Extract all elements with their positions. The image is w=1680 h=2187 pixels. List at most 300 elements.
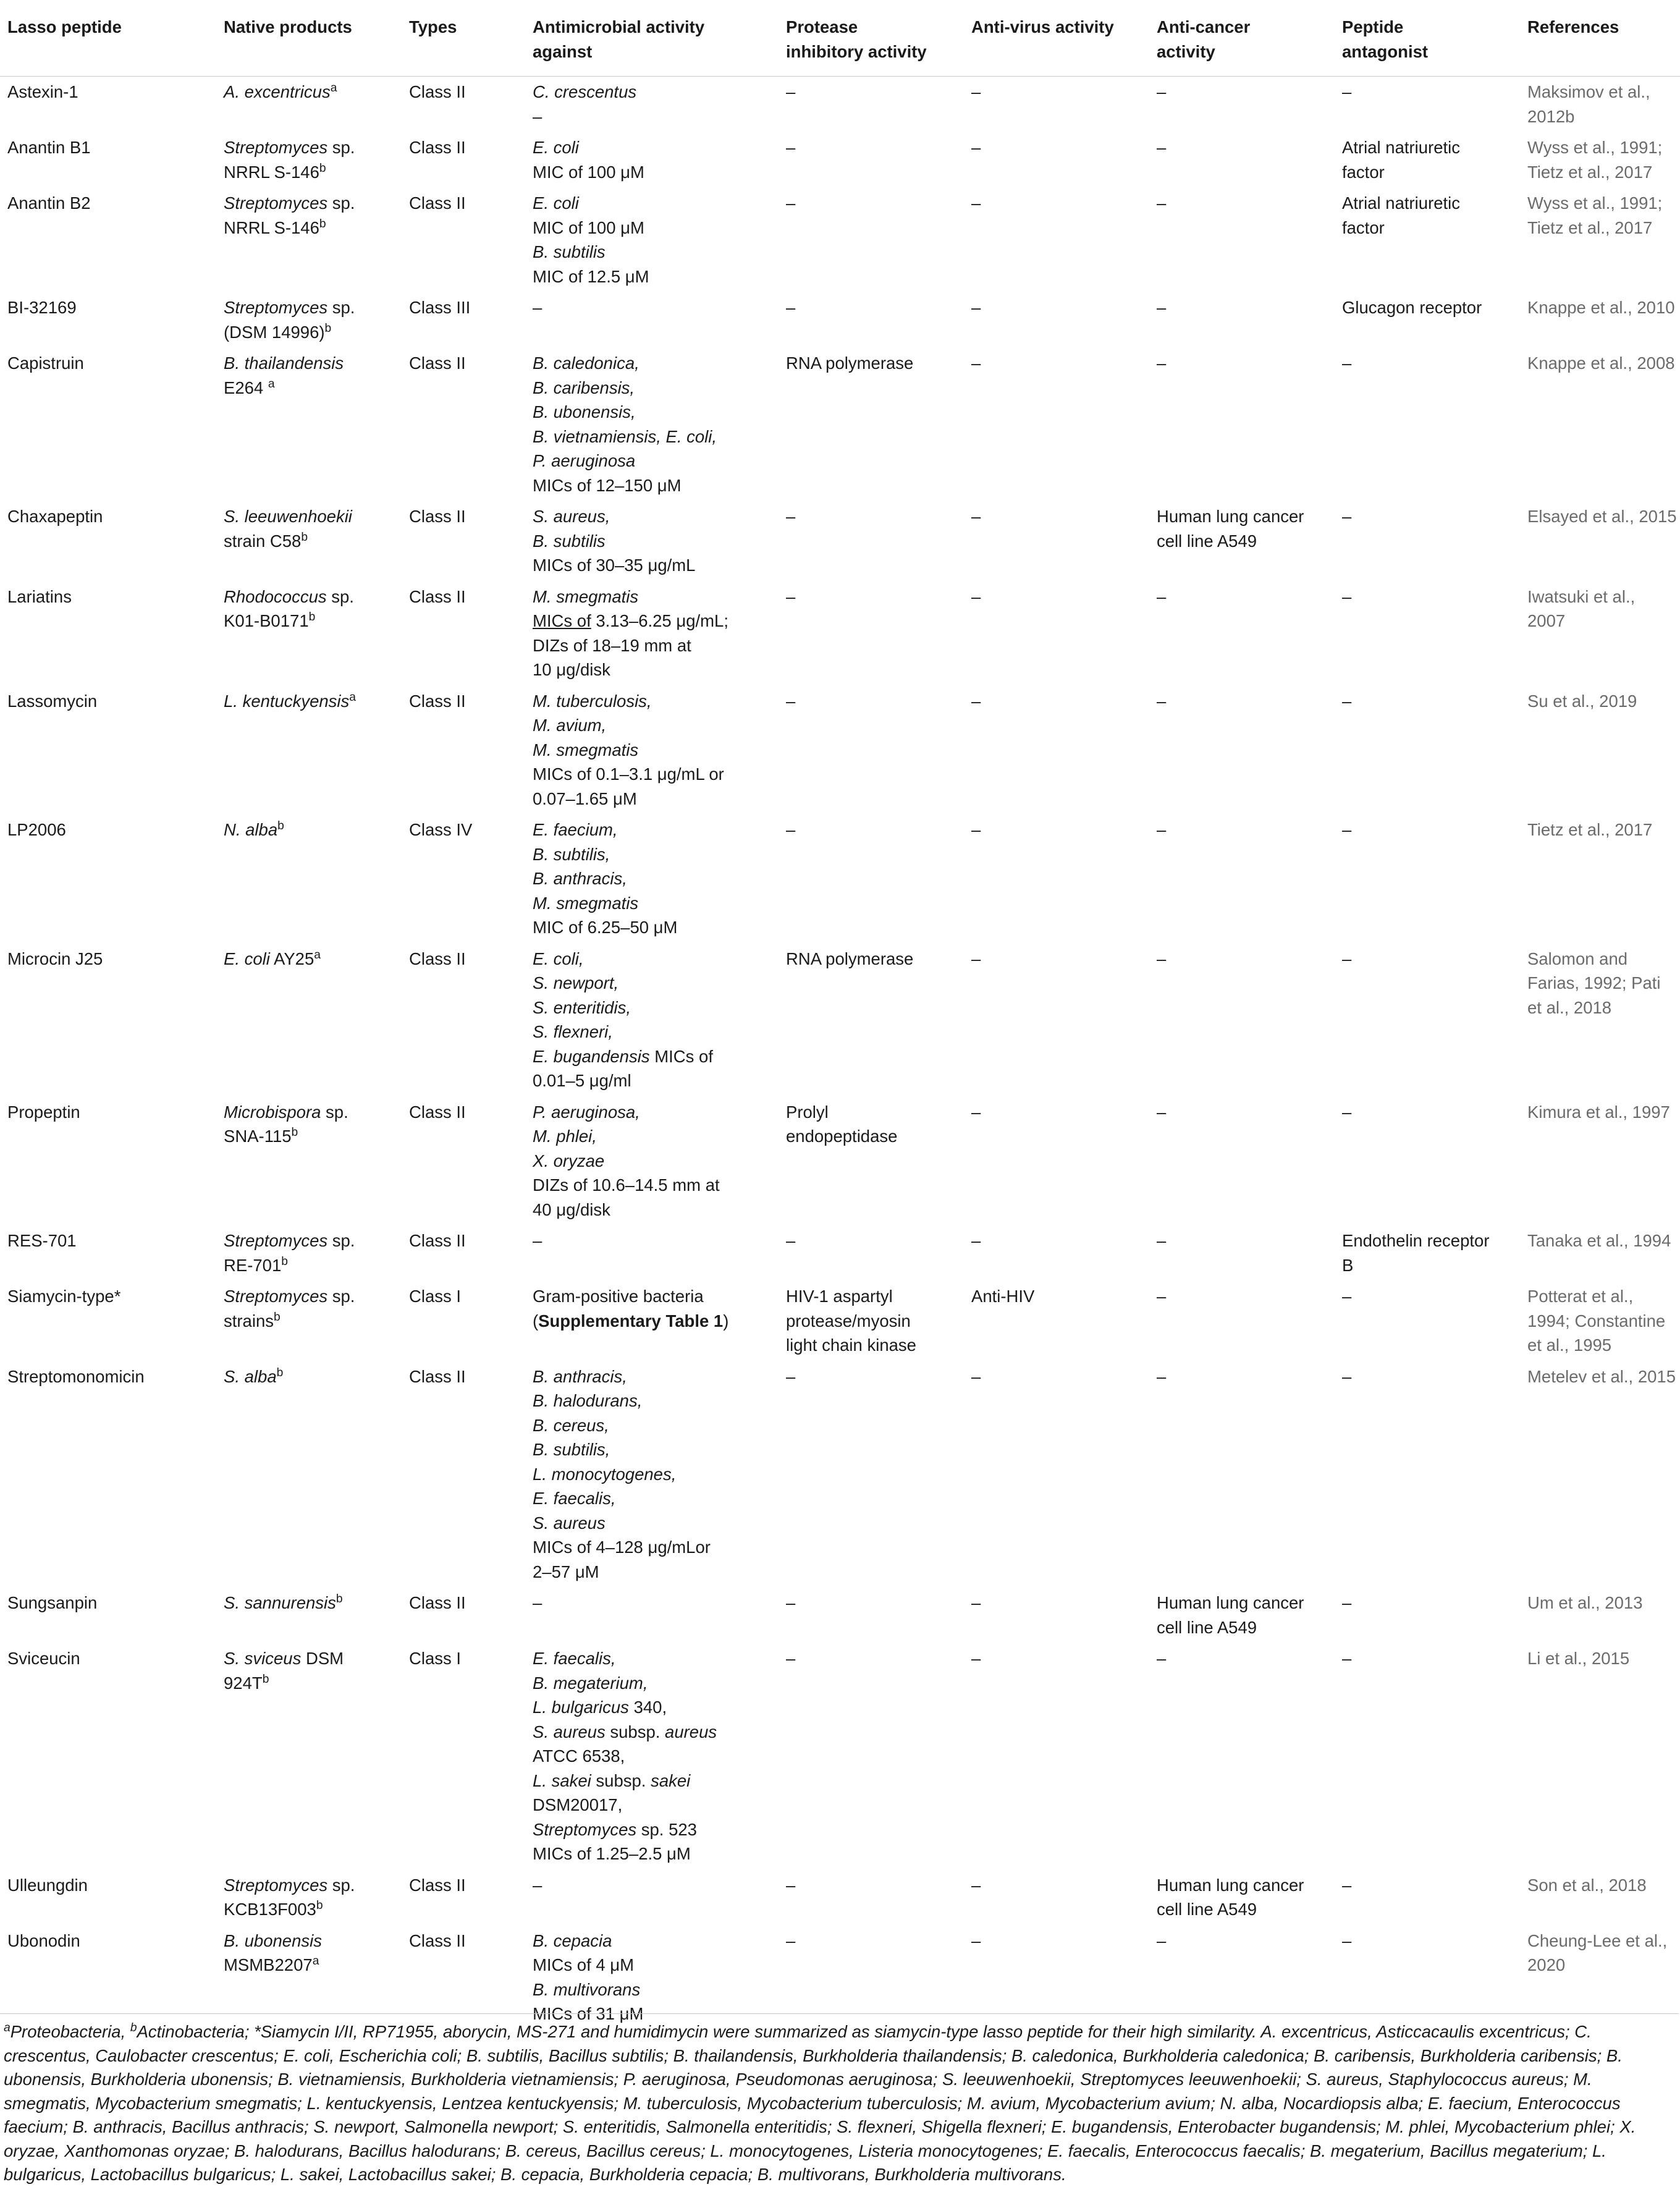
- antimicrobial-run: Supplementary Table 1: [538, 1311, 724, 1330]
- native-product-run: strains: [224, 1311, 274, 1330]
- anti-cancer-line: Human lung cancer: [1157, 1875, 1304, 1895]
- table-row: [0, 132, 1680, 188]
- cell-references: [1520, 348, 1680, 501]
- table-footnote: [0, 2013, 1679, 2187]
- cell-type: Class II: [409, 1931, 466, 1950]
- antimicrobial-line: [533, 1560, 776, 1584]
- antimicrobial-line: [533, 80, 776, 104]
- antimicrobial-run: M. smegmatis: [533, 740, 639, 759]
- native-product-run: b: [277, 819, 284, 832]
- native-product-run: SNA-115: [224, 1127, 292, 1146]
- antimicrobial-line: [533, 295, 776, 320]
- cell-anti-virus-activity: –: [971, 1931, 981, 1950]
- cell-protease-inhibitory-activity: –: [786, 82, 796, 101]
- antimicrobial-run: B. multivorans: [533, 1979, 641, 1999]
- native-product-run: A. excentricus: [224, 82, 331, 101]
- header-anti-cancer-activity: Anti-cancer activity: [1149, 0, 1335, 77]
- anti-cancer-line: Human lung cancer: [1157, 507, 1304, 526]
- native-product-run: b: [308, 610, 316, 624]
- antimicrobial-line: [533, 1873, 776, 1898]
- cell-anti-cancer-activity: [1149, 501, 1335, 582]
- header-anti-virus-activity: Anti-virus activity: [964, 0, 1149, 77]
- cell-antimicrobial-activity: [525, 1588, 779, 1643]
- cell-anti-cancer-activity: [1149, 582, 1335, 686]
- antimicrobial-line: [533, 473, 776, 498]
- cell-antimicrobial-activity: [525, 188, 779, 292]
- anti-cancer-line: –: [1157, 193, 1167, 213]
- cell-peptide-antagonist: [1335, 686, 1520, 815]
- antimicrobial-run: subsp.: [605, 1722, 665, 1741]
- cell-references: [1520, 1588, 1680, 1643]
- antimicrobial-line: [533, 553, 776, 578]
- anti-cancer-line: –: [1157, 353, 1167, 373]
- table-row: [0, 1643, 1680, 1870]
- table-row: [0, 77, 1680, 133]
- cell-antimicrobial-activity: [525, 348, 779, 501]
- cell-type: Class II: [409, 1875, 466, 1895]
- antimicrobial-line: [533, 1842, 776, 1866]
- antimicrobial-run: B. subtilis: [533, 242, 606, 261]
- antimicrobial-run: P. aeruginosa,: [533, 1102, 640, 1122]
- reference-line: Tietz et al., 2017: [1527, 162, 1653, 182]
- native-product-run: a: [330, 81, 337, 95]
- cell-protease-inhibitory-activity: –: [786, 1931, 796, 1950]
- cell-anti-virus-activity: –: [971, 586, 981, 606]
- header-antimicrobial-activity: Antimicrobial activity against: [525, 0, 779, 77]
- antagonist-line: –: [1342, 1649, 1352, 1668]
- antimicrobial-line: [533, 240, 776, 264]
- cell-peptide-antagonist: [1335, 348, 1520, 501]
- antagonist-line: –: [1342, 353, 1352, 373]
- native-product-run: B. thailandensis: [224, 353, 344, 373]
- cell-references: [1520, 1097, 1680, 1226]
- antimicrobial-run: 2–57 μM: [533, 1562, 599, 1581]
- native-product-run: a: [314, 948, 321, 962]
- native-product-run: RE-701: [224, 1255, 282, 1275]
- cell-protease-inhibitory-activity: –: [786, 507, 796, 526]
- antimicrobial-line: [533, 1744, 776, 1769]
- antimicrobial-line: [533, 529, 776, 554]
- cell-lasso-peptide: Propeptin: [7, 1102, 80, 1122]
- cell-anti-virus-activity: –: [971, 1875, 981, 1895]
- reference-line: 2007: [1527, 611, 1566, 630]
- cell-anti-virus-activity: –: [971, 298, 981, 317]
- antimicrobial-run: 40 μg/disk: [533, 1199, 610, 1219]
- cell-native-products: [216, 1281, 402, 1361]
- cell-antimicrobial-activity: [525, 1097, 779, 1226]
- antimicrobial-run: E. faecalis,: [533, 1489, 616, 1508]
- native-product-run: b: [274, 1310, 281, 1324]
- antimicrobial-line: [533, 1413, 776, 1438]
- antimicrobial-run: DSM20017,: [533, 1795, 623, 1814]
- cell-peptide-antagonist: [1335, 1870, 1520, 1926]
- native-product-run: N. alba: [224, 820, 278, 839]
- antimicrobial-run: MICs of 1.25–2.5 μM: [533, 1844, 691, 1863]
- cell-anti-cancer-activity: [1149, 1643, 1335, 1870]
- cell-protease-inhibitory-activity: HIV-1 aspartyl protease/myosin light chain kinase: [786, 1287, 916, 1355]
- native-product-run: L. kentuckyensis: [224, 691, 350, 711]
- antimicrobial-line: [533, 1671, 776, 1696]
- antimicrobial-run: B. caribensis,: [533, 378, 635, 397]
- cell-protease-inhibitory-activity: –: [786, 1366, 796, 1386]
- antimicrobial-line: [533, 1646, 776, 1671]
- cell-peptide-antagonist: [1335, 1643, 1520, 1870]
- antimicrobial-line: [533, 135, 776, 160]
- antagonist-line: –: [1342, 1593, 1352, 1612]
- antimicrobial-line: [533, 1173, 776, 1198]
- antimicrobial-run: B. anthracis,: [533, 1366, 627, 1386]
- antimicrobial-run: B. caledonica,: [533, 353, 639, 373]
- antimicrobial-line: [533, 1198, 776, 1222]
- table-row: [0, 686, 1680, 815]
- antimicrobial-run: 0.07–1.65 μM: [533, 789, 637, 808]
- cell-anti-cancer-activity: [1149, 1281, 1335, 1361]
- antimicrobial-line: [533, 1695, 776, 1720]
- antimicrobial-line: [533, 1100, 776, 1125]
- antimicrobial-run: B. subtilis,: [533, 844, 610, 864]
- cell-native-products: [216, 501, 402, 582]
- antimicrobial-line: [533, 1309, 776, 1334]
- cell-anti-cancer-activity: [1149, 814, 1335, 944]
- reference-line: 1994; Constantine: [1527, 1311, 1666, 1330]
- table-row: [0, 1097, 1680, 1226]
- cell-type: Class IV: [409, 820, 473, 839]
- cell-references: [1520, 814, 1680, 944]
- antimicrobial-run: E. bugandensis: [533, 1046, 650, 1066]
- antagonist-line: –: [1342, 691, 1352, 711]
- native-product-run: b: [324, 321, 332, 335]
- cell-peptide-antagonist: [1335, 132, 1520, 188]
- cell-type: Class II: [409, 193, 466, 213]
- cell-lasso-peptide: Sungsanpin: [7, 1593, 98, 1612]
- anti-cancer-line: –: [1157, 820, 1167, 839]
- reference-line: Knappe et al., 2010: [1527, 298, 1675, 317]
- antimicrobial-run: ATCC 6538,: [533, 1746, 625, 1766]
- cell-anti-virus-activity: –: [971, 193, 981, 213]
- reference-line: Kimura et al., 1997: [1527, 1102, 1670, 1122]
- antimicrobial-run: B. cereus,: [533, 1415, 609, 1435]
- antimicrobial-line: [533, 689, 776, 714]
- cell-anti-virus-activity: –: [971, 507, 981, 526]
- cell-type: Class II: [409, 1593, 466, 1612]
- antimicrobial-line: [533, 1284, 776, 1309]
- cell-protease-inhibitory-activity: –: [786, 298, 796, 317]
- antagonist-line: B: [1342, 1255, 1354, 1275]
- cell-antimicrobial-activity: [525, 814, 779, 944]
- antimicrobial-line: [533, 818, 776, 842]
- table-row: [0, 1588, 1680, 1643]
- antimicrobial-run: E. faecalis,: [533, 1649, 616, 1668]
- antimicrobial-line: [533, 264, 776, 289]
- antimicrobial-line: [533, 1535, 776, 1560]
- antimicrobial-line: [533, 104, 776, 129]
- antimicrobial-line: [533, 376, 776, 400]
- cell-antimicrobial-activity: [525, 944, 779, 1097]
- antimicrobial-line: [533, 713, 776, 738]
- cell-protease-inhibitory-activity: –: [786, 586, 796, 606]
- antimicrobial-run: –: [533, 1593, 542, 1612]
- antimicrobial-run: M. phlei,: [533, 1127, 597, 1146]
- native-product-run: S. alba: [224, 1366, 277, 1386]
- antagonist-line: –: [1342, 1931, 1352, 1950]
- antimicrobial-run: 340,: [628, 1698, 667, 1717]
- native-product-run: b: [336, 1592, 343, 1605]
- native-product-run: Streptomyces: [224, 1287, 328, 1306]
- antimicrobial-line: [533, 1978, 776, 2002]
- native-product-run: sp.: [326, 586, 354, 606]
- antimicrobial-run: L. bulgaricus: [533, 1698, 629, 1717]
- native-product-run: Streptomyces: [224, 1875, 328, 1895]
- antagonist-line: Atrial natriuretic: [1342, 138, 1461, 157]
- header-lasso-peptide: Lasso peptide: [0, 0, 216, 77]
- cell-anti-cancer-activity: [1149, 132, 1335, 188]
- cell-anti-cancer-activity: [1149, 292, 1335, 348]
- antagonist-line: Glucagon receptor: [1342, 298, 1482, 317]
- table-row: [0, 814, 1680, 944]
- antimicrobial-run: B. halodurans,: [533, 1391, 643, 1410]
- native-product-run: b: [319, 161, 326, 175]
- cell-type: Class I: [409, 1649, 462, 1668]
- cell-type: Class II: [409, 353, 466, 373]
- table-row: [0, 1281, 1680, 1361]
- native-product-run: sp.: [327, 193, 355, 213]
- antagonist-line: factor: [1342, 162, 1385, 182]
- antimicrobial-run: DIZs of 10.6–14.5 mm at: [533, 1175, 720, 1195]
- cell-peptide-antagonist: [1335, 292, 1520, 348]
- antimicrobial-line: [533, 1769, 776, 1793]
- anti-cancer-line: –: [1157, 949, 1167, 968]
- cell-protease-inhibitory-activity: –: [786, 1649, 796, 1668]
- antimicrobial-run: MICs of 4–128 μg/mLor: [533, 1538, 711, 1557]
- antimicrobial-line: [533, 915, 776, 940]
- cell-references: [1520, 944, 1680, 1097]
- cell-references: [1520, 1643, 1680, 1870]
- cell-lasso-peptide: Ubonodin: [7, 1931, 80, 1950]
- antimicrobial-run: B. megaterium,: [533, 1673, 648, 1693]
- anti-cancer-line: –: [1157, 82, 1167, 101]
- antimicrobial-line: [533, 891, 776, 916]
- cell-protease-inhibitory-activity: RNA polymerase: [786, 353, 914, 373]
- table-row: [0, 1870, 1680, 1926]
- cell-anti-cancer-activity: [1149, 1588, 1335, 1643]
- native-product-run: sp.: [327, 1875, 355, 1895]
- antagonist-line: –: [1342, 586, 1352, 606]
- table-header-row: [0, 0, 1680, 77]
- antagonist-line: Atrial natriuretic: [1342, 193, 1461, 213]
- reference-line: Cheung-Lee et al.,: [1527, 1931, 1668, 1950]
- native-product-run: B. ubonensis: [224, 1931, 322, 1950]
- cell-native-products: [216, 292, 402, 348]
- cell-protease-inhibitory-activity: –: [786, 138, 796, 157]
- cell-anti-virus-activity: Anti-HIV: [971, 1287, 1035, 1306]
- cell-antimicrobial-activity: [525, 1225, 779, 1281]
- anti-cancer-line: –: [1157, 1366, 1167, 1386]
- header-types: Types: [402, 0, 525, 77]
- reference-line: Farias, 1992; Pati: [1527, 973, 1661, 992]
- cell-native-products: [216, 348, 402, 501]
- cell-antimicrobial-activity: [525, 1643, 779, 1870]
- native-product-run: NRRL S-146: [224, 162, 319, 182]
- native-product-run: sp.: [327, 1231, 355, 1250]
- native-product-run: b: [281, 1254, 288, 1268]
- cell-protease-inhibitory-activity: RNA polymerase: [786, 949, 914, 968]
- cell-native-products: [216, 582, 402, 686]
- antimicrobial-line: [533, 609, 776, 633]
- antagonist-line: Endothelin receptor: [1342, 1231, 1490, 1250]
- cell-native-products: [216, 1361, 402, 1588]
- cell-peptide-antagonist: [1335, 188, 1520, 292]
- antimicrobial-run: (: [533, 1311, 539, 1330]
- cell-peptide-antagonist: [1335, 1588, 1520, 1643]
- anti-cancer-line: –: [1157, 138, 1167, 157]
- cell-peptide-antagonist: [1335, 1097, 1520, 1226]
- cell-anti-cancer-activity: [1149, 1097, 1335, 1226]
- cell-antimicrobial-activity: [525, 1281, 779, 1361]
- reference-line: Tanaka et al., 1994: [1527, 1231, 1671, 1250]
- cell-lasso-peptide: Anantin B1: [7, 138, 91, 157]
- antagonist-line: –: [1342, 949, 1352, 968]
- antimicrobial-line: [533, 1437, 776, 1462]
- cell-lasso-peptide: Siamycin-type*: [7, 1287, 121, 1306]
- antagonist-line: factor: [1342, 218, 1385, 237]
- cell-anti-cancer-activity: [1149, 686, 1335, 815]
- antimicrobial-run: X. oryzae: [533, 1151, 605, 1170]
- antimicrobial-run: MICs of 31 μM: [533, 2004, 644, 2023]
- cell-lasso-peptide: Lassomycin: [7, 691, 98, 711]
- antimicrobial-line: [533, 996, 776, 1020]
- native-product-run: Rhodococcus: [224, 586, 327, 606]
- cell-anti-virus-activity: –: [971, 353, 981, 373]
- antimicrobial-line: [533, 160, 776, 185]
- reference-line: Potterat et al.,: [1527, 1287, 1634, 1306]
- antagonist-line: –: [1342, 1366, 1352, 1386]
- antimicrobial-line: [533, 1462, 776, 1487]
- antimicrobial-run: MICs of: [533, 611, 591, 630]
- antimicrobial-line: [533, 1149, 776, 1174]
- native-product-run: Microbispora: [224, 1102, 321, 1122]
- antimicrobial-line: [533, 842, 776, 867]
- cell-anti-cancer-activity: [1149, 77, 1335, 133]
- antimicrobial-run: B. vietnamiensis, E. coli,: [533, 426, 717, 446]
- cell-anti-virus-activity: –: [971, 1649, 981, 1668]
- cell-type: Class II: [409, 82, 466, 101]
- antimicrobial-line: [533, 1929, 776, 1953]
- antimicrobial-run: ): [723, 1311, 729, 1330]
- native-product-run: sp.: [327, 298, 355, 317]
- native-product-run: sp.: [327, 138, 355, 157]
- cell-protease-inhibitory-activity: –: [786, 1593, 796, 1612]
- antimicrobial-run: sakei: [651, 1770, 691, 1790]
- cell-lasso-peptide: Lariatins: [7, 586, 72, 606]
- native-product-run: b: [276, 1366, 284, 1379]
- antimicrobial-run: subsp.: [591, 1770, 651, 1790]
- antimicrobial-run: –: [533, 106, 542, 126]
- antimicrobial-run: DIZs of 18–19 mm at: [533, 635, 691, 655]
- cell-type: Class II: [409, 507, 466, 526]
- cell-native-products: [216, 132, 402, 188]
- cell-protease-inhibitory-activity: –: [786, 1231, 796, 1250]
- cell-lasso-peptide: RES-701: [7, 1231, 77, 1250]
- antimicrobial-run: B. cepacia: [533, 1931, 612, 1950]
- native-product-run: KCB13F003: [224, 1900, 316, 1919]
- antimicrobial-run: M. tuberculosis,: [533, 691, 652, 711]
- antimicrobial-run: –: [533, 298, 542, 317]
- cell-anti-virus-activity: –: [971, 1102, 981, 1122]
- cell-references: [1520, 1225, 1680, 1281]
- reference-line: 2012b: [1527, 106, 1575, 126]
- antimicrobial-run: MIC of 100 μM: [533, 162, 644, 182]
- antimicrobial-run: MICs of 0.1–3.1 μg/mL or: [533, 764, 724, 784]
- cell-antimicrobial-activity: [525, 77, 779, 133]
- antimicrobial-line: [533, 738, 776, 763]
- antagonist-line: –: [1342, 1287, 1352, 1306]
- cell-protease-inhibitory-activity: Prolyl endopeptidase: [786, 1102, 898, 1146]
- antimicrobial-run: M. smegmatis: [533, 893, 639, 913]
- reference-line: Iwatsuki et al.,: [1527, 586, 1636, 606]
- antimicrobial-run: MICs of: [649, 1046, 713, 1066]
- table-body: [0, 77, 1680, 2039]
- cell-anti-cancer-activity: [1149, 1225, 1335, 1281]
- antimicrobial-line: [533, 1591, 776, 1615]
- footnote-run: a: [4, 2021, 11, 2034]
- anti-cancer-line: cell line A549: [1157, 1900, 1257, 1919]
- anti-cancer-line: –: [1157, 586, 1167, 606]
- cell-anti-virus-activity: –: [971, 820, 981, 839]
- cell-lasso-peptide: Capistruin: [7, 353, 84, 373]
- antimicrobial-run: L. sakei: [533, 1770, 591, 1790]
- reference-line: Su et al., 2019: [1527, 691, 1637, 711]
- cell-type: Class II: [409, 1102, 466, 1122]
- native-product-run: Streptomyces: [224, 298, 328, 317]
- cell-anti-cancer-activity: [1149, 1870, 1335, 1926]
- cell-type: Class II: [409, 586, 466, 606]
- table-row: [0, 1361, 1680, 1588]
- native-product-run: Streptomyces: [224, 138, 328, 157]
- antagonist-line: –: [1342, 1875, 1352, 1895]
- cell-peptide-antagonist: [1335, 814, 1520, 944]
- antimicrobial-line: [533, 1511, 776, 1536]
- cell-type: Class III: [409, 298, 471, 317]
- native-product-run: Streptomyces: [224, 1231, 328, 1250]
- cell-antimicrobial-activity: [525, 1361, 779, 1588]
- antimicrobial-run: L. monocytogenes,: [533, 1464, 677, 1484]
- cell-references: [1520, 1281, 1680, 1361]
- antimicrobial-run: E. coli: [533, 138, 579, 157]
- antimicrobial-run: MICs of 4 μM: [533, 1955, 635, 1974]
- native-product-run: MSMB2207: [224, 1955, 313, 1974]
- footnote-run: Proteobacteria,: [10, 2022, 130, 2041]
- antagonist-line: –: [1342, 820, 1352, 839]
- antimicrobial-line: [533, 351, 776, 376]
- antagonist-line: –: [1342, 1102, 1352, 1122]
- antimicrobial-line: [533, 658, 776, 682]
- cell-protease-inhibitory-activity: –: [786, 820, 796, 839]
- header-native-products: Native products: [216, 0, 402, 77]
- anti-cancer-line: –: [1157, 1102, 1167, 1122]
- antimicrobial-run: Gram-positive bacteria: [533, 1287, 704, 1306]
- native-product-run: K01-B0171: [224, 611, 309, 630]
- antimicrobial-line: [533, 1124, 776, 1149]
- antimicrobial-line: [533, 191, 776, 216]
- cell-protease-inhibitory-activity: –: [786, 691, 796, 711]
- antimicrobial-line: [533, 1068, 776, 1093]
- native-product-run: S. leeuwenhoekii: [224, 507, 352, 526]
- cell-anti-virus-activity: –: [971, 949, 981, 968]
- cell-lasso-peptide: Streptomonomicin: [7, 1366, 145, 1386]
- cell-references: [1520, 582, 1680, 686]
- antimicrobial-line: [533, 400, 776, 425]
- cell-antimicrobial-activity: [525, 582, 779, 686]
